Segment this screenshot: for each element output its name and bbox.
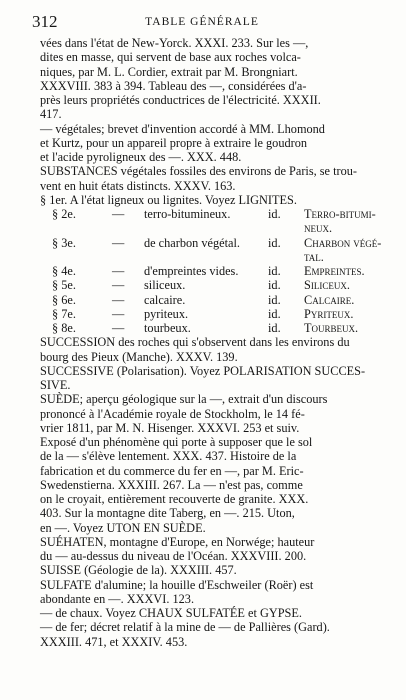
description: pyriteux. <box>144 306 189 321</box>
table-row <box>40 250 386 264</box>
text-line: vrier 1811, par M. N. Hisenger. XXXVI. 253 et suiv. <box>40 420 300 435</box>
dash: — <box>112 321 125 335</box>
text-line: et l'acide pyroligneux des —. XXX. 448. <box>40 150 242 164</box>
table-row <box>40 221 386 235</box>
text-line: 417. <box>40 107 62 122</box>
text-line: Exposé d'un phénomène qui porte à supposer que le sol <box>40 435 313 449</box>
text-line: SULFATE d'alumine; la houille d'Eschweiler (Roër) est <box>40 577 314 592</box>
text-line: vent en huit états distincts. XXXV. 163. <box>40 178 236 193</box>
text-line: du — au-dessus du niveau de l'Océan. XXXVIII. 200. <box>40 549 307 563</box>
text-line: — de chaux. Voyez CHAUX SULFATÉE et GYPSE. <box>40 606 302 620</box>
cross-reference: Empreintes. <box>304 264 365 278</box>
text-line: abondante en —. XXXVI. 123. <box>40 591 195 606</box>
dash: — <box>112 278 125 293</box>
cross-reference: Calcaire. <box>304 292 355 307</box>
text-line: niques, par M. L. Cordier, extrait par M. Brongniart. <box>40 64 298 79</box>
section-number: § 8e. <box>52 321 76 335</box>
text-line: SUCCESSION des roches qui s'observent dans les environs du <box>40 335 350 350</box>
text-line: SUCCESSIVE (Polarisation). Voyez POLARISATION SUCCES- <box>40 363 366 378</box>
text-line: fabrication et du commerce du fer en —, par M. Eric- <box>40 463 304 478</box>
dash: — <box>112 207 125 221</box>
table-row <box>40 307 386 321</box>
description: calcaire. <box>144 292 186 307</box>
table-row <box>40 293 386 307</box>
text-line: XXXIII. 471, et XXXIV. 453. <box>40 634 188 649</box>
section-number: § 5e. <box>52 278 76 293</box>
idem: id. <box>268 306 281 321</box>
description: tourbeux. <box>144 321 191 335</box>
text-line: — végétales; brevet d'invention accordé à MM. Lhomond <box>40 121 325 136</box>
cross-reference: neux. <box>304 221 333 236</box>
cross-reference: Terro-bitumi- <box>304 207 376 221</box>
description: de charbon végétal. <box>144 235 240 250</box>
table-row <box>40 278 386 292</box>
text-line: Swedenstierna. XXXIII. 267. La — n'est pas, comme <box>40 477 303 492</box>
text-line: SUÉHATEN, montagne d'Europe, en Norwége; hauteur <box>40 534 315 549</box>
text-line: bourg des Pieux (Manche). XXXV. 139. <box>40 349 238 364</box>
running-head: TABLE GÉNÉRALE <box>145 16 259 28</box>
text-line: en —. Voyez UTON EN SUÈDE. <box>40 520 206 535</box>
text-line: SIVE. <box>40 378 71 392</box>
section-number: § 3e. <box>52 235 76 250</box>
section-number: § 7e. <box>52 306 76 321</box>
text-line: SUÈDE; aperçu géologique sur la —, extrait d'un discours <box>40 392 328 407</box>
dash: — <box>112 264 125 278</box>
text-line: de la — s'élève lentement. XXX. 437. Histoire de la <box>40 449 297 464</box>
text-line: on le croyait, entièrement recouverte de granite. XXX. <box>40 492 309 506</box>
text-line: prononcé à l'Académie royale de Stockholm, le 14 fé- <box>40 406 305 421</box>
idem: id. <box>268 321 281 335</box>
text-line: SUISSE (Géologie de la). XXXIII. 457. <box>40 563 237 578</box>
section-number: § 2e. <box>52 207 76 221</box>
description: d'empreintes vides. <box>144 264 239 278</box>
text-line: § 1er. A l'état ligneux ou lignites. Voyez LIGNITES. <box>40 192 297 207</box>
text-line: dites en masse, qui servent de base aux roches volca- <box>40 50 301 65</box>
text-line: — de fer; décret relatif à la mine de — de Pallières (Gard). <box>40 620 330 635</box>
text-line: SUBSTANCES végétales fossiles des environs de Paris, se trou- <box>40 164 357 179</box>
table-row <box>40 264 386 278</box>
description: siliceux. <box>144 278 186 293</box>
cross-reference: Charbon végé- <box>304 235 382 250</box>
cross-reference: Siliceux. <box>304 278 350 293</box>
dash: — <box>112 292 125 307</box>
table-row <box>40 236 386 250</box>
section-number: § 6e. <box>52 292 76 307</box>
page-header <box>28 12 376 32</box>
cross-reference: Pyriteux. <box>304 306 354 321</box>
idem: id. <box>268 235 281 250</box>
text-line: et Kurtz, pour un appareil propre à extraire le goudron <box>40 135 308 150</box>
dash: — <box>112 235 125 250</box>
text-line: XXXVIII. 383 à 394. Tableau des —, considérées d'a- <box>40 78 307 93</box>
idem: id. <box>268 278 281 293</box>
text-line: près leurs propriétés conductrices de l'électricité. XXXII. <box>40 93 321 107</box>
text-line: 403. Sur la montagne dite Taberg, en —. 215. Uton, <box>40 506 295 521</box>
page-number: 312 <box>32 12 58 31</box>
dash: — <box>112 306 125 321</box>
table-row <box>40 207 386 221</box>
table-row <box>40 321 386 335</box>
idem: id. <box>268 207 281 221</box>
idem: id. <box>268 264 281 278</box>
description: terro-bitumineux. <box>144 207 231 221</box>
idem: id. <box>268 292 281 307</box>
cross-reference: tal. <box>304 249 324 264</box>
text-line: vées dans l'état de New-Yorck. XXXI. 233. Sur les —, <box>40 36 309 50</box>
index-text <box>40 36 386 649</box>
cross-reference: Tourbeux. <box>304 321 359 335</box>
section-number: § 4e. <box>52 264 76 278</box>
